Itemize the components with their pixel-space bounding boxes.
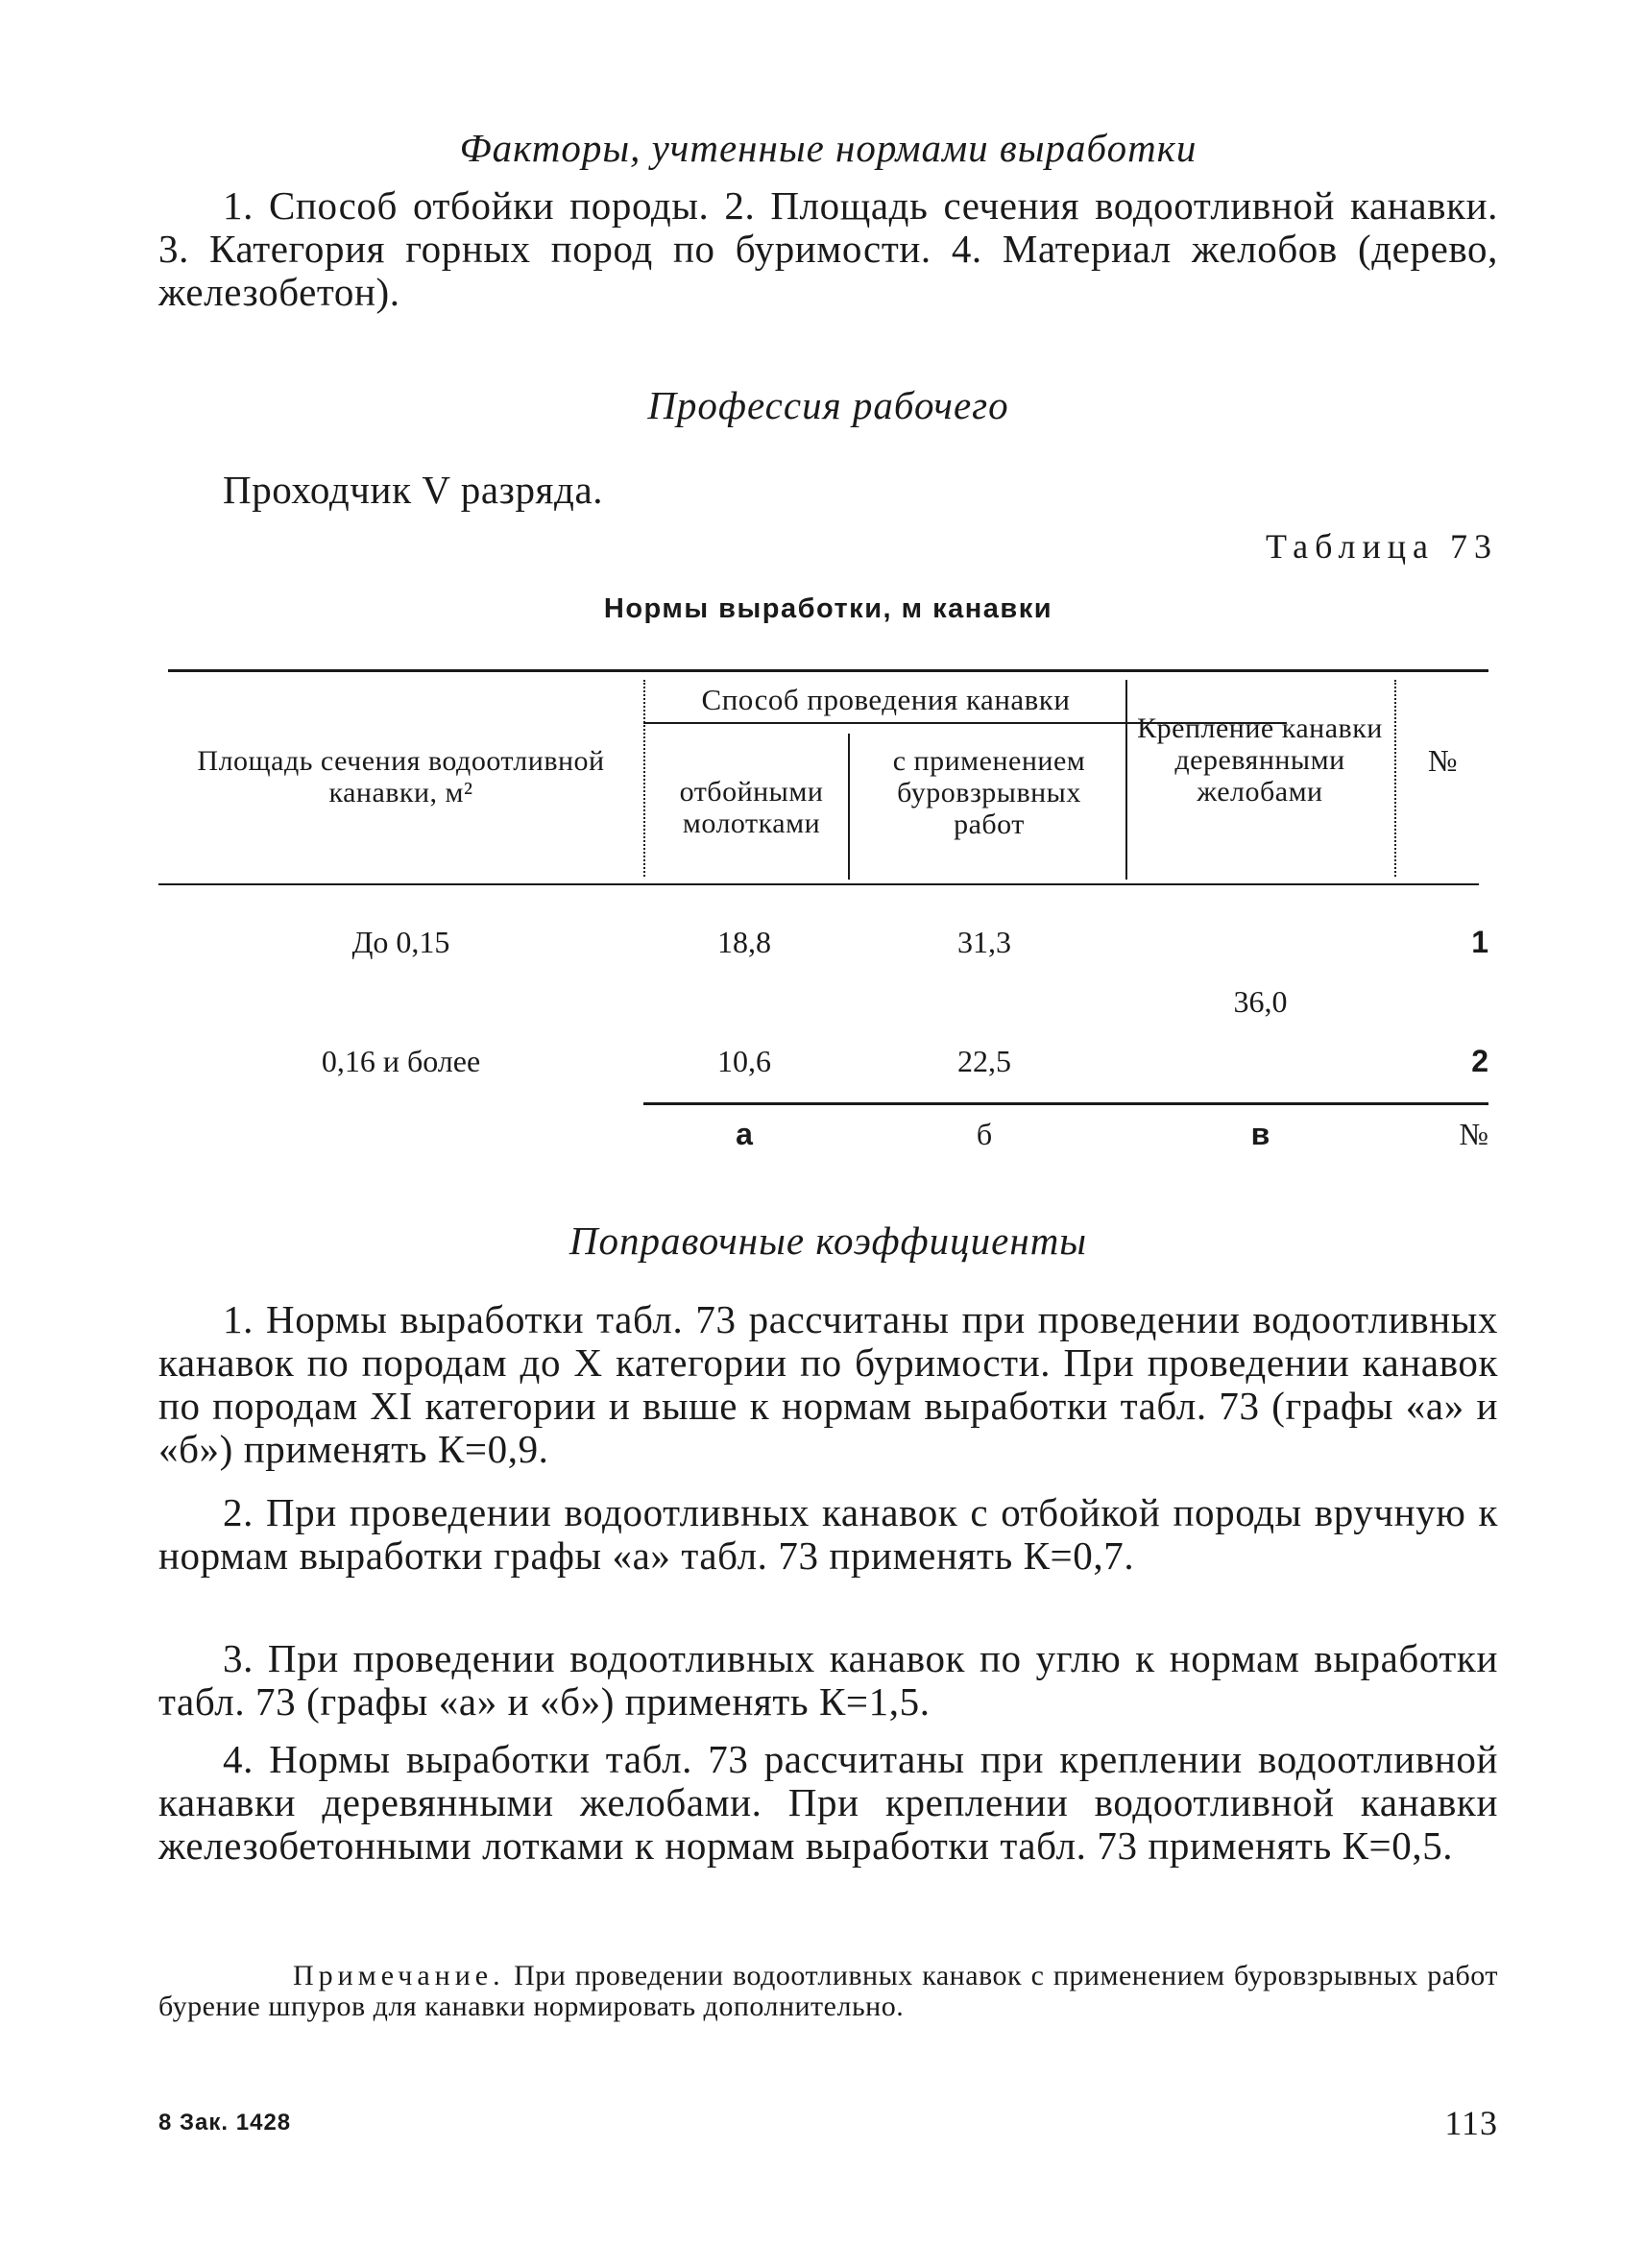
column-divider-support [1394,680,1396,877]
page-number: 113 [1444,2104,1498,2142]
note-lead: Примечание. [293,1960,505,1991]
header-number: № [1427,743,1459,778]
factors-text: 1. Способ отбойки породы. 2. Площадь сечения водоотливной канавки. 3. Категория горных пород по буримости. 4. Материал желобов (дерево, железобетон). [158,183,1498,314]
coefficient-item-4: 4. Нормы выработки табл. 73 рассчитаны при креплении водоотливной канавки деревянными желобами. При креплении водоотливной канавки железобетонными лотками к нормам выработки табл. 73 применять К=0,5. [158,1737,1498,1868]
column-letter-a: а [736,1117,753,1151]
table-bottom-rule [643,1102,1488,1105]
row-2-number: 2 [1471,1044,1488,1078]
column-letter-b: б [976,1117,993,1151]
coefficient-item-1: 1. Нормы выработки табл. 73 рассчитаны при проведении водоотливных канавок по породам до X категории по буримости. При проведении канавок по породам XI категории и выше к нормам выработки табл. 73 (графы «а» и «б») применять К=0,9. [158,1297,1498,1471]
table-label: Таблица 73 [1266,527,1498,566]
column-divider-blasting [1125,680,1127,880]
header-blasting: с применением буровзрывных работ [892,745,1086,840]
column-divider-hammers [848,734,850,880]
coefficients-heading: Поправочные коэффициенты [568,1218,1088,1263]
row-1-blasting: 31,3 [957,925,1011,959]
column-letter-number: № [1459,1117,1488,1151]
header-area: Площадь сечения водоотливной канавки, м² [197,745,605,808]
header-method-group: Способ проведения канавки [701,683,1071,716]
column-divider-area [643,680,645,877]
footer-order-number: 8 Зак. 1428 [158,2110,292,2135]
row-1-hammers: 18,8 [717,925,771,959]
coefficient-item-3: 3. При проведении водоотливных канавок по углю к нормам выработки табл. 73 (графы «а» и «б») применять К=1,5. [158,1636,1498,1724]
column-letter-c: в [1250,1117,1270,1151]
header-bottom-rule [158,883,1479,885]
row-2-blasting: 22,5 [957,1044,1011,1078]
coefficient-item-2: 2. При проведении водоотливных канавок с отбойкой породы вручную к нормам выработки графы «а» табл. 73 применять К=0,7. [158,1490,1498,1578]
row-2-hammers: 10,6 [717,1044,771,1078]
table-top-rule [168,669,1488,672]
header-support: Крепление канавки деревянными желобами [1137,712,1383,808]
table-title: Нормы выработки, м канавки [603,593,1053,624]
row-1-number: 1 [1471,925,1488,959]
header-hammers: отбойными молотками [679,776,824,839]
factors-heading: Факторы, учтенные нормами выработки [459,126,1197,170]
note-text: При проведении водоотливных канавок с применением буровзрывных работ бурение шпуров для канавки нормировать дополнительно. [158,1960,1499,2022]
document-page [158,0,1498,2268]
profession-heading: Профессия рабочего [647,383,1009,427]
note [158,1961,1498,2022]
row-2-area: 0,16 и более [321,1044,481,1078]
row-1-area: До 0,15 [351,925,450,959]
profession-text: Проходчик V разряда. [223,468,604,512]
support-value: 36,0 [1233,984,1288,1019]
